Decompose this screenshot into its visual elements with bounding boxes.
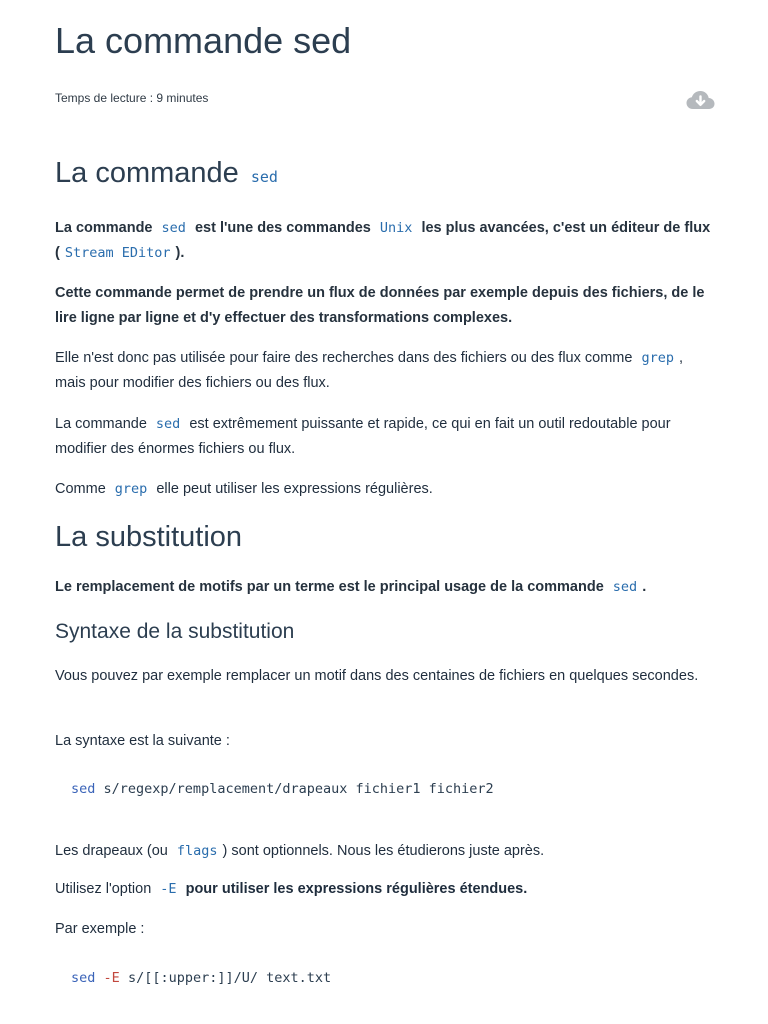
text: Utilisez l'option — [55, 881, 152, 897]
inline-code: sed — [161, 220, 186, 236]
text: La commande — [55, 220, 153, 236]
text: Comme — [55, 481, 106, 497]
text: elle peut utiliser les expressions régulières. — [156, 481, 433, 497]
text: Elle n'est donc pas utilisée pour faire des recherches dans des fichiers ou des flux comme — [55, 350, 633, 366]
section-heading-sed — [55, 157, 282, 190]
paragraph-option-e — [55, 877, 717, 902]
paragraph-regex — [55, 477, 717, 502]
code-args: s/[[:upper:]]/U/ text.txt — [127, 970, 332, 986]
code-args: s/regexp/remplacement/drapeaux fichier1 fichier2 — [103, 781, 494, 797]
paragraph-flags — [55, 839, 717, 864]
text: ). — [175, 245, 185, 261]
inline-code: Unix — [379, 220, 413, 236]
cloud-download-icon[interactable] — [685, 88, 716, 114]
code-command: sed — [71, 970, 96, 986]
inline-code: sed — [612, 579, 638, 595]
text: est extrêmement puissante et rapide, ce qui en fait un outil redoutable pour modifier des énormes fichiers ou flux. — [55, 416, 671, 457]
text: pour utiliser les expressions régulières étendues. — [185, 881, 528, 897]
heading-text: La commande — [55, 157, 239, 189]
inline-code: grep — [114, 481, 148, 497]
paragraph-grep — [55, 346, 717, 396]
inline-code: grep — [641, 350, 674, 366]
code-flag: -E — [103, 970, 120, 986]
subsection-heading-syntax: Syntaxe de la substitution — [55, 620, 295, 643]
paragraph-example: Vous pouvez par exemple remplacer un motif dans des centaines de fichiers en quelques secondes. — [55, 668, 699, 684]
inline-code: flags — [176, 843, 218, 859]
paragraph-intro — [55, 216, 717, 266]
code-block-syntax — [71, 781, 494, 797]
reading-time: Temps de lecture : 9 minutes — [55, 91, 209, 105]
text: Le remplacement de motifs par un terme est le principal usage de la commande — [55, 579, 604, 595]
text: La commande — [55, 416, 147, 432]
section-heading-substitution: La substitution — [55, 521, 243, 553]
paragraph-example-label: Par exemple : — [55, 921, 145, 937]
text: les plus avancées, c'est un éditeur de flux ( — [55, 220, 711, 261]
inline-code: sed — [155, 416, 181, 432]
inline-code: -E — [160, 881, 177, 897]
code-command: sed — [71, 781, 96, 797]
paragraph-syntax-intro: La syntaxe est la suivante : — [55, 733, 230, 749]
text: ) sont optionnels. Nous les étudierons juste après. — [222, 843, 545, 859]
text: . — [642, 579, 647, 595]
page-title: La commande sed — [55, 20, 352, 61]
inline-code: Stream EDitor — [64, 245, 171, 261]
paragraph-replacement — [55, 575, 717, 600]
code-block-example — [71, 970, 331, 986]
text: Les drapeaux (ou — [55, 843, 168, 859]
paragraph-description: Cette commande permet de prendre un flux de données par exemple depuis des fichiers, de le lire ligne par ligne et d'y effectuer des transformations complexes. — [55, 285, 705, 326]
paragraph-power — [55, 412, 717, 462]
text: , mais pour modifier des fichiers ou des flux. — [55, 350, 684, 391]
heading-code: sed — [250, 168, 278, 186]
text: est l'une des commandes — [194, 220, 371, 236]
